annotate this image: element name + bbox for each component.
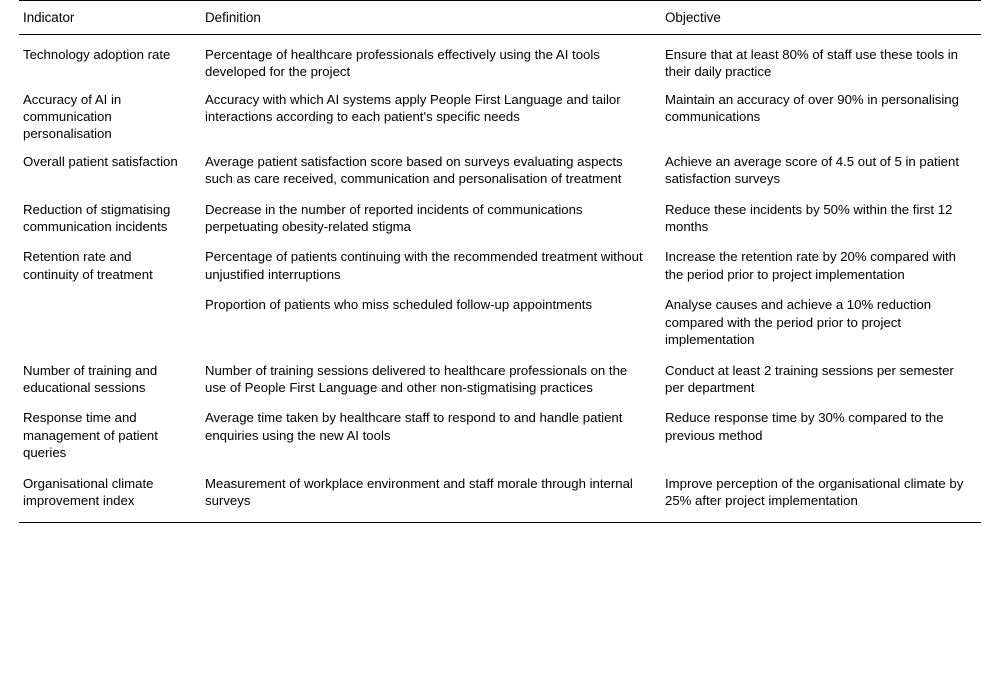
table-header [19,1,981,35]
cell-definition: Number of training sessions delivered to healthcare professionals on the use of People First Language and other non-stigmatising practices [205,362,628,396]
table-row [19,34,981,90]
column-header-definition: Definition [205,10,261,25]
cell-objective: Improve perception of the organisational climate by 25% after project implementation [665,475,964,509]
cell-objective: Analyse causes and achieve a 10% reduction compared with the period prior to project implementation [665,297,932,348]
column-header-indicator: Indicator [23,10,75,25]
table-row [19,296,981,358]
table-footer-rule [19,522,981,523]
table-row [19,475,981,522]
table-body [19,34,981,522]
cell-indicator: Response time and management of patient queries [23,410,158,461]
cell-definition: Average time taken by healthcare staff to respond to and handle patient enquiries using the new AI tools [205,410,623,443]
table-row [19,409,981,471]
cell-objective: Maintain an accuracy of over 90% in personalising communications [665,91,959,124]
table-row [19,248,981,293]
table-row [19,201,981,246]
cell-definition: Percentage of healthcare professionals effectively using the AI tools developed for the project [205,46,600,80]
cell-indicator: Organisational climate improvement index [23,475,154,509]
cell-indicator: Retention rate and continuity of treatment [23,249,153,282]
column-header-objective: Objective [665,10,721,25]
cell-indicator [19,296,201,358]
indicators-table [19,0,981,523]
cell-indicator: Reduction of stigmatising communication incidents [23,201,171,235]
table-row [19,153,981,198]
cell-objective: Ensure that at least 80% of staff use these tools in their daily practice [665,46,958,80]
cell-objective: Increase the retention rate by 20% compared with the period prior to project implementation [665,249,957,282]
cell-objective: Conduct at least 2 training sessions per semester per department [665,362,954,396]
cell-definition: Decrease in the number of reported incidents of communications perpetuating obesity-related stigma [205,201,583,235]
cell-indicator: Number of training and educational sessions [23,362,158,396]
cell-definition: Average patient satisfaction score based on surveys evaluating aspects such as care received, communication and personalisation of treatment [205,153,623,187]
cell-objective: Reduce these incidents by 50% within the first 12 months [665,201,953,235]
cell-definition: Percentage of patients continuing with the recommended treatment without unjustified interruptions [205,249,643,282]
cell-indicator: Technology adoption rate [23,46,171,62]
cell-indicator: Overall patient satisfaction [23,153,178,169]
table-row [19,362,981,407]
table-row [19,91,981,153]
cell-definition: Accuracy with which AI systems apply People First Language and tailor interactions according to each patient's specific needs [205,91,621,124]
cell-indicator: Accuracy of AI in communication personalisation [23,91,122,142]
cell-definition: Proportion of patients who miss scheduled follow-up appointments [205,297,593,313]
cell-objective: Achieve an average score of 4.5 out of 5 in patient satisfaction surveys [665,153,959,187]
cell-definition: Measurement of workplace environment and staff morale through internal surveys [205,475,633,509]
cell-objective: Reduce response time by 30% compared to the previous method [665,410,944,443]
